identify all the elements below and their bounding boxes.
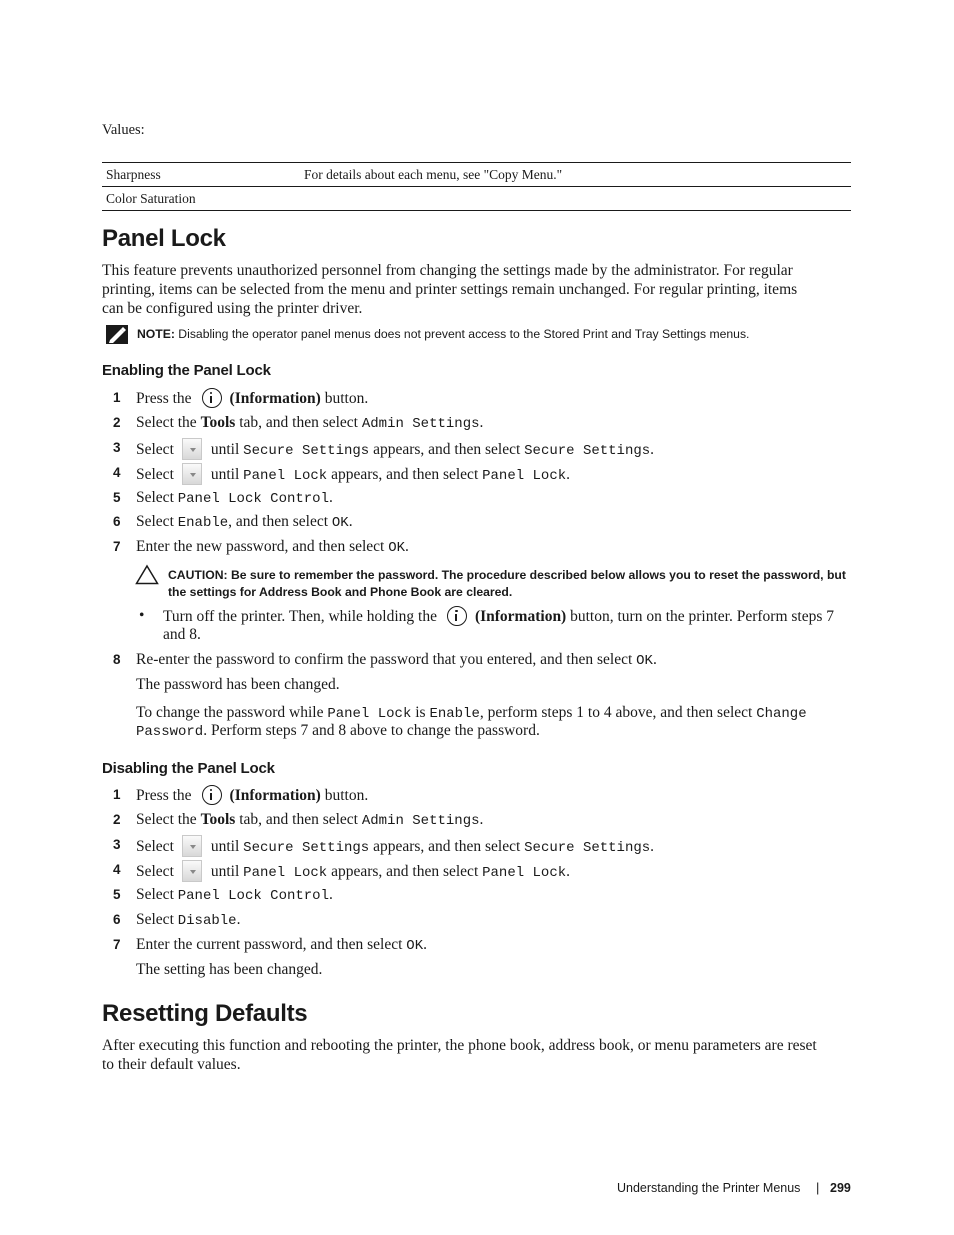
down-arrow-button-icon — [182, 463, 202, 485]
step-text: Select — [136, 513, 178, 530]
table-row — [102, 163, 851, 187]
bullet-line: Turn off the printer. Then, while holding the — [163, 608, 437, 625]
panel-lock-code: Panel Lock — [327, 706, 412, 722]
step-text: Select — [136, 911, 178, 928]
disabling-heading: Disabling the Panel Lock — [102, 760, 275, 777]
step-number: 5 — [113, 887, 121, 902]
step-text: appears, and then select — [327, 466, 483, 483]
step-number: 3 — [113, 837, 121, 852]
step-number: 1 — [113, 787, 121, 802]
change-text: . Perform steps 7 and 8 above to change the password. — [203, 722, 540, 739]
change-password-text-2 — [136, 721, 540, 742]
enable-step-3 — [136, 438, 654, 461]
caution-triangle-icon — [135, 564, 159, 590]
intro-line: can be configured using the printer driver. — [102, 300, 363, 317]
step-number: 7 — [113, 937, 121, 952]
admin-settings-code: Admin Settings — [361, 813, 480, 829]
note-pencil-icon — [106, 325, 128, 344]
footer-separator: | — [816, 1180, 820, 1195]
enable-step-6 — [136, 512, 353, 533]
step-text: . — [405, 538, 409, 555]
resetting-line: After executing this function and rebooting the printer, the phone book, address book, or menu parameters are reset — [102, 1037, 817, 1054]
step-text: . — [423, 936, 427, 953]
step-text: until — [210, 466, 244, 483]
panel-lock-code: Panel Lock — [243, 468, 328, 484]
caution-label: CAUTION: — [168, 568, 228, 582]
secure-settings-code: Secure Settings — [243, 443, 370, 459]
information-label: (Information) — [229, 787, 321, 804]
step-text: Select — [136, 886, 178, 903]
step-number: 8 — [113, 652, 121, 667]
bullet-line-2: and 8. — [163, 626, 201, 643]
caution-body: Be sure to remember the password. The procedure described below allows you to reset the password, but — [227, 568, 846, 582]
resetting-defaults-text — [102, 1036, 854, 1074]
step-text: . — [652, 651, 657, 668]
step-text: . — [566, 863, 571, 880]
bullet-dot: • — [139, 607, 145, 624]
bullet-line: button, turn on the printer. Perform steps 7 — [566, 608, 835, 625]
enable-step-5 — [136, 488, 333, 509]
disable-step-4 — [136, 860, 570, 883]
page-number: 299 — [830, 1181, 851, 1195]
information-icon — [447, 606, 467, 626]
caution-text — [168, 567, 846, 600]
setting-changed-text: The setting has been changed. — [136, 961, 323, 978]
intro-line: printing, items can be selected from the menu and printer settings remain unchanged. For regular printing, items — [102, 281, 798, 298]
step-number: 6 — [113, 514, 121, 529]
note-text — [137, 327, 749, 341]
down-arrow-button-icon — [182, 835, 202, 857]
step-text: Select — [136, 466, 174, 483]
disable-step-1 — [136, 785, 368, 805]
step-text: . — [566, 466, 571, 483]
step-text: until — [210, 441, 244, 458]
step-text: Select — [136, 863, 174, 880]
step-text: until — [210, 838, 244, 855]
step-text: appears, and then select — [327, 863, 483, 880]
disable-step-2 — [136, 810, 483, 831]
secure-settings-code: Secure Settings — [524, 443, 651, 459]
bullet-text — [163, 606, 834, 626]
table-cell-detail: For details about each menu, see "Copy Menu." — [300, 163, 851, 187]
disable-step-3 — [136, 835, 654, 858]
information-icon — [202, 785, 222, 805]
step-text: . — [479, 414, 484, 431]
step-number: 2 — [113, 812, 121, 827]
step-text: Enter the new password, and then select — [136, 538, 389, 555]
caution-body: the settings for Address Book and Phone Book are cleared. — [168, 584, 513, 599]
step-number: 5 — [113, 490, 121, 505]
step-text: Select — [136, 489, 178, 506]
enable-step-7 — [136, 537, 409, 558]
change-text: To change the password while — [136, 704, 328, 721]
step-number: 3 — [113, 440, 121, 455]
step-text: until — [210, 863, 244, 880]
change-text: is — [411, 704, 430, 721]
step-text: Press the — [136, 390, 192, 407]
panel-lock-control-code: Panel Lock Control — [177, 888, 329, 904]
footer-section-title: Understanding the Printer Menus — [617, 1181, 801, 1195]
information-icon — [202, 388, 222, 408]
enable-code: Enable — [429, 706, 480, 722]
enabling-heading: Enabling the Panel Lock — [102, 362, 271, 379]
step-text: tab, and then select — [235, 811, 362, 828]
panel-lock-intro — [102, 261, 854, 318]
enable-step-2 — [136, 413, 483, 434]
step-number: 6 — [113, 912, 121, 927]
note-body: Disabling the operator panel menus does not prevent access to the Stored Print and Tray Settings menus. — [174, 327, 750, 341]
down-arrow-button-icon — [182, 860, 202, 882]
panel-lock-control-code: Panel Lock Control — [177, 491, 329, 507]
step-text: Select the — [136, 414, 201, 431]
step-text: button. — [320, 390, 369, 407]
step-text: . — [650, 441, 655, 458]
step-text: , and then select — [228, 513, 332, 530]
resetting-line: to their default values. — [102, 1056, 241, 1073]
ok-code: OK — [636, 653, 653, 669]
step-text: . — [328, 489, 333, 506]
note-label: NOTE: — [137, 327, 175, 341]
change-code: Change — [756, 706, 807, 722]
values-label: Values: — [102, 122, 145, 138]
secure-settings-code: Secure Settings — [524, 840, 651, 856]
step-number: 4 — [113, 862, 121, 877]
step-text: . — [348, 513, 353, 530]
table-cell-detail — [300, 187, 851, 211]
down-arrow-button-icon — [182, 438, 202, 460]
step-text: Select — [136, 441, 174, 458]
step-text: Re-enter the password to confirm the password that you entered, and then select — [136, 651, 637, 668]
disable-step-5 — [136, 885, 333, 906]
step-text: Enter the current password, and then select — [136, 936, 407, 953]
tools-label: Tools — [200, 414, 236, 431]
table-cell-name: Sharpness — [102, 163, 300, 187]
panel-lock-code: Panel Lock — [243, 865, 328, 881]
values-table — [102, 162, 851, 211]
enable-step-4 — [136, 463, 570, 486]
table-cell-name: Color Saturation — [102, 187, 300, 211]
admin-settings-code: Admin Settings — [361, 416, 480, 432]
ok-code: OK — [388, 540, 406, 556]
table-row — [102, 187, 851, 211]
panel-lock-code: Panel Lock — [482, 468, 567, 484]
step-text: button. — [320, 787, 369, 804]
disable-step-6 — [136, 910, 240, 931]
step-text: appears, and then select — [369, 441, 525, 458]
enable-code: Enable — [177, 515, 229, 531]
panel-lock-code: Panel Lock — [482, 865, 567, 881]
step-text: tab, and then select — [235, 414, 362, 431]
disable-step-7 — [136, 935, 427, 956]
step-text: . — [650, 838, 655, 855]
ok-code: OK — [406, 938, 424, 954]
step-text: appears, and then select — [369, 838, 525, 855]
panel-lock-heading: Panel Lock — [102, 225, 226, 252]
step-text: . — [479, 811, 484, 828]
information-label: (Information) — [229, 390, 321, 407]
step-number: 7 — [113, 539, 121, 554]
disable-code: Disable — [177, 913, 237, 929]
secure-settings-code: Secure Settings — [243, 840, 370, 856]
enable-step-1 — [136, 388, 368, 408]
ok-code: OK — [331, 515, 349, 531]
resetting-defaults-heading: Resetting Defaults — [102, 1000, 308, 1027]
step-text: Select the — [136, 811, 201, 828]
information-label: (Information) — [474, 608, 567, 625]
step-text: . — [328, 886, 333, 903]
intro-line: This feature prevents unauthorized personnel from changing the settings made by the administrator. For regular — [102, 262, 793, 279]
step-text: Select — [136, 838, 174, 855]
step-number: 4 — [113, 465, 121, 480]
tools-label: Tools — [200, 811, 236, 828]
enable-step-8 — [136, 650, 657, 671]
password-code: Password — [136, 724, 204, 740]
password-changed-text: The password has been changed. — [136, 676, 340, 693]
change-text: , perform steps 1 to 4 above, and then select — [479, 704, 757, 721]
step-text: . — [236, 911, 241, 928]
step-text: Press the — [136, 787, 192, 804]
step-number: 2 — [113, 415, 121, 430]
step-number: 1 — [113, 390, 121, 405]
